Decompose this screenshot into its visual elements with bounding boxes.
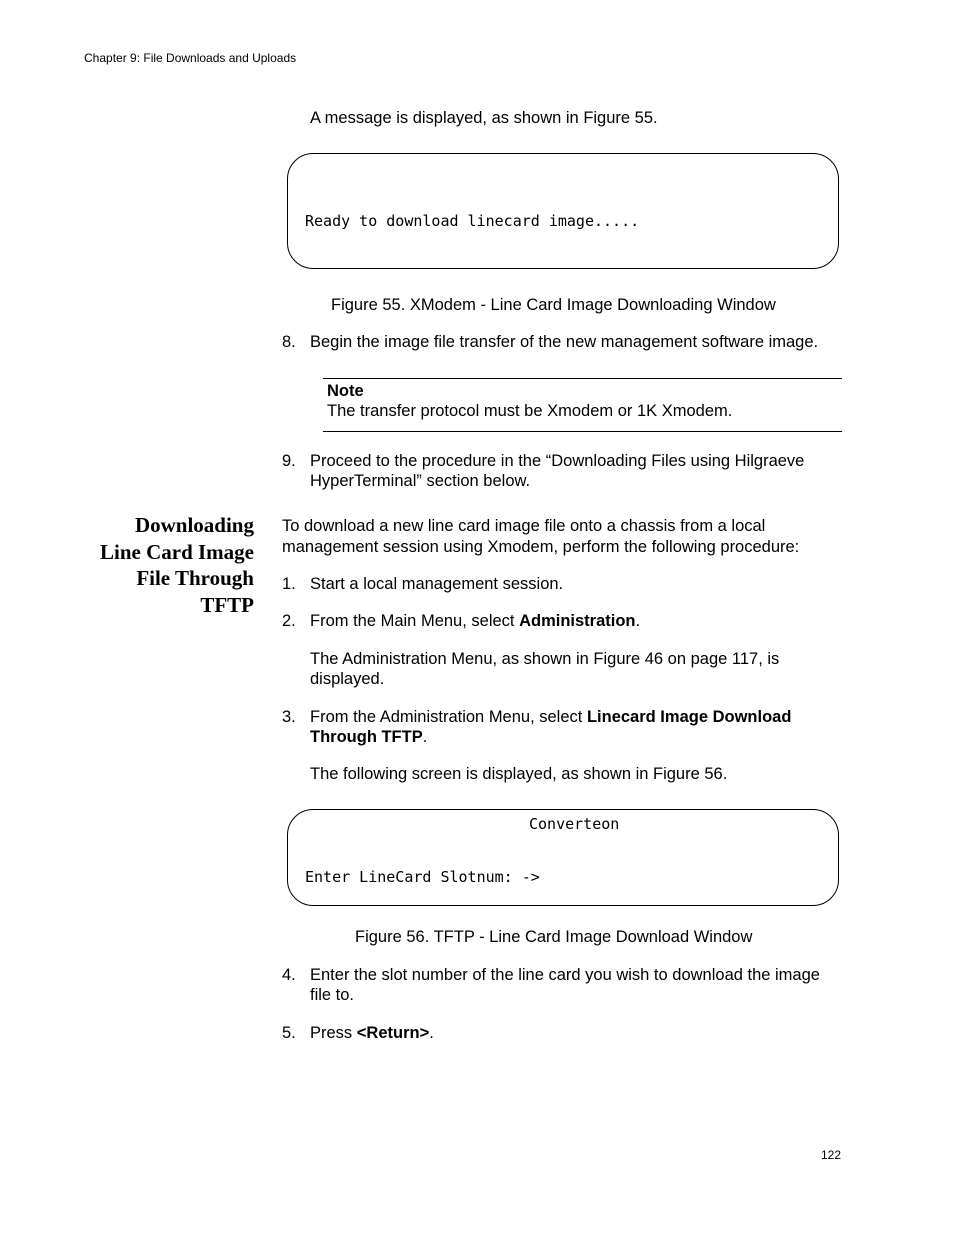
step3-suffix: .	[422, 728, 428, 746]
step3-prefix: From the Administration Menu, select	[310, 708, 587, 726]
step2-bold: Administration	[519, 612, 636, 630]
step3-result: The following screen is displayed, as shown in Figure 56.	[310, 765, 728, 783]
step4-line1: Enter the slot number of the line card you wish to download the image	[310, 966, 820, 984]
step5-prefix: Press	[310, 1024, 357, 1042]
figure55-screen-text: Ready to download linecard image.....	[305, 212, 640, 230]
section-heading	[100, 512, 254, 618]
figure56-caption: Figure 56. TFTP - Line Card Image Download Window	[355, 928, 753, 946]
step8-text: Begin the image file transfer of the new management software image.	[310, 333, 819, 351]
step2-text	[310, 611, 640, 631]
figure56-screen	[287, 809, 839, 906]
step3-line1	[310, 707, 791, 727]
step3-bold2: Through TFTP	[310, 728, 423, 746]
figure55-caption: Figure 55. XModem - Line Card Image Downloading Window	[331, 296, 776, 314]
step2-suffix: .	[635, 612, 641, 630]
intro-message: A message is displayed, as shown in Figure 55.	[310, 109, 658, 127]
step9-number: 9.	[282, 452, 296, 470]
step8-number: 8.	[282, 333, 296, 351]
step3-bold1: Linecard Image Download	[586, 708, 792, 726]
chapter-header: Chapter 9: File Downloads and Uploads	[84, 51, 297, 65]
step9-line2: HyperTerminal” section below.	[310, 472, 531, 490]
step4-number: 4.	[282, 966, 296, 984]
figure56-screen-title: Converteon	[529, 815, 620, 833]
note-title: Note	[327, 382, 364, 400]
section-heading-line: Line Card Image	[100, 539, 254, 564]
figure55-screen	[287, 153, 839, 269]
step5-number: 5.	[282, 1024, 296, 1042]
step2-result-line1: The Administration Menu, as shown in Figure 46 on page 117, is	[310, 650, 780, 668]
step5-suffix: .	[429, 1024, 434, 1042]
step2-prefix: From the Main Menu, select	[310, 612, 520, 630]
step1-text: Start a local management session.	[310, 575, 564, 593]
section-intro-line1: To download a new line card image file onto a chassis from a local	[282, 517, 766, 535]
page-number: 122	[820, 1148, 841, 1162]
step4-line2: file to.	[310, 986, 355, 1004]
step9-line1: Proceed to the procedure in the “Downloading Files using Hilgraeve	[310, 452, 805, 470]
step1-number: 1.	[282, 575, 296, 593]
section-heading-line: TFTP	[200, 592, 254, 617]
step2-result-line2: displayed.	[310, 670, 385, 688]
figure56-prompt: Enter LineCard Slotnum: ->	[305, 868, 540, 886]
note-text: The transfer protocol must be Xmodem or 1K Xmodem.	[327, 402, 733, 420]
note-bottom-rule	[323, 431, 842, 432]
section-heading-line: File Through	[136, 566, 254, 590]
section-intro-line2: management session using Xmodem, perform the following procedure:	[282, 538, 800, 556]
step3-line2	[310, 727, 427, 747]
step2-number: 2.	[282, 612, 296, 630]
step5-text	[310, 1023, 434, 1043]
note-top-rule	[323, 378, 842, 379]
section-heading-line: Downloading	[134, 513, 254, 537]
step5-bold: <Return>	[356, 1024, 430, 1042]
step3-number: 3.	[282, 708, 296, 726]
